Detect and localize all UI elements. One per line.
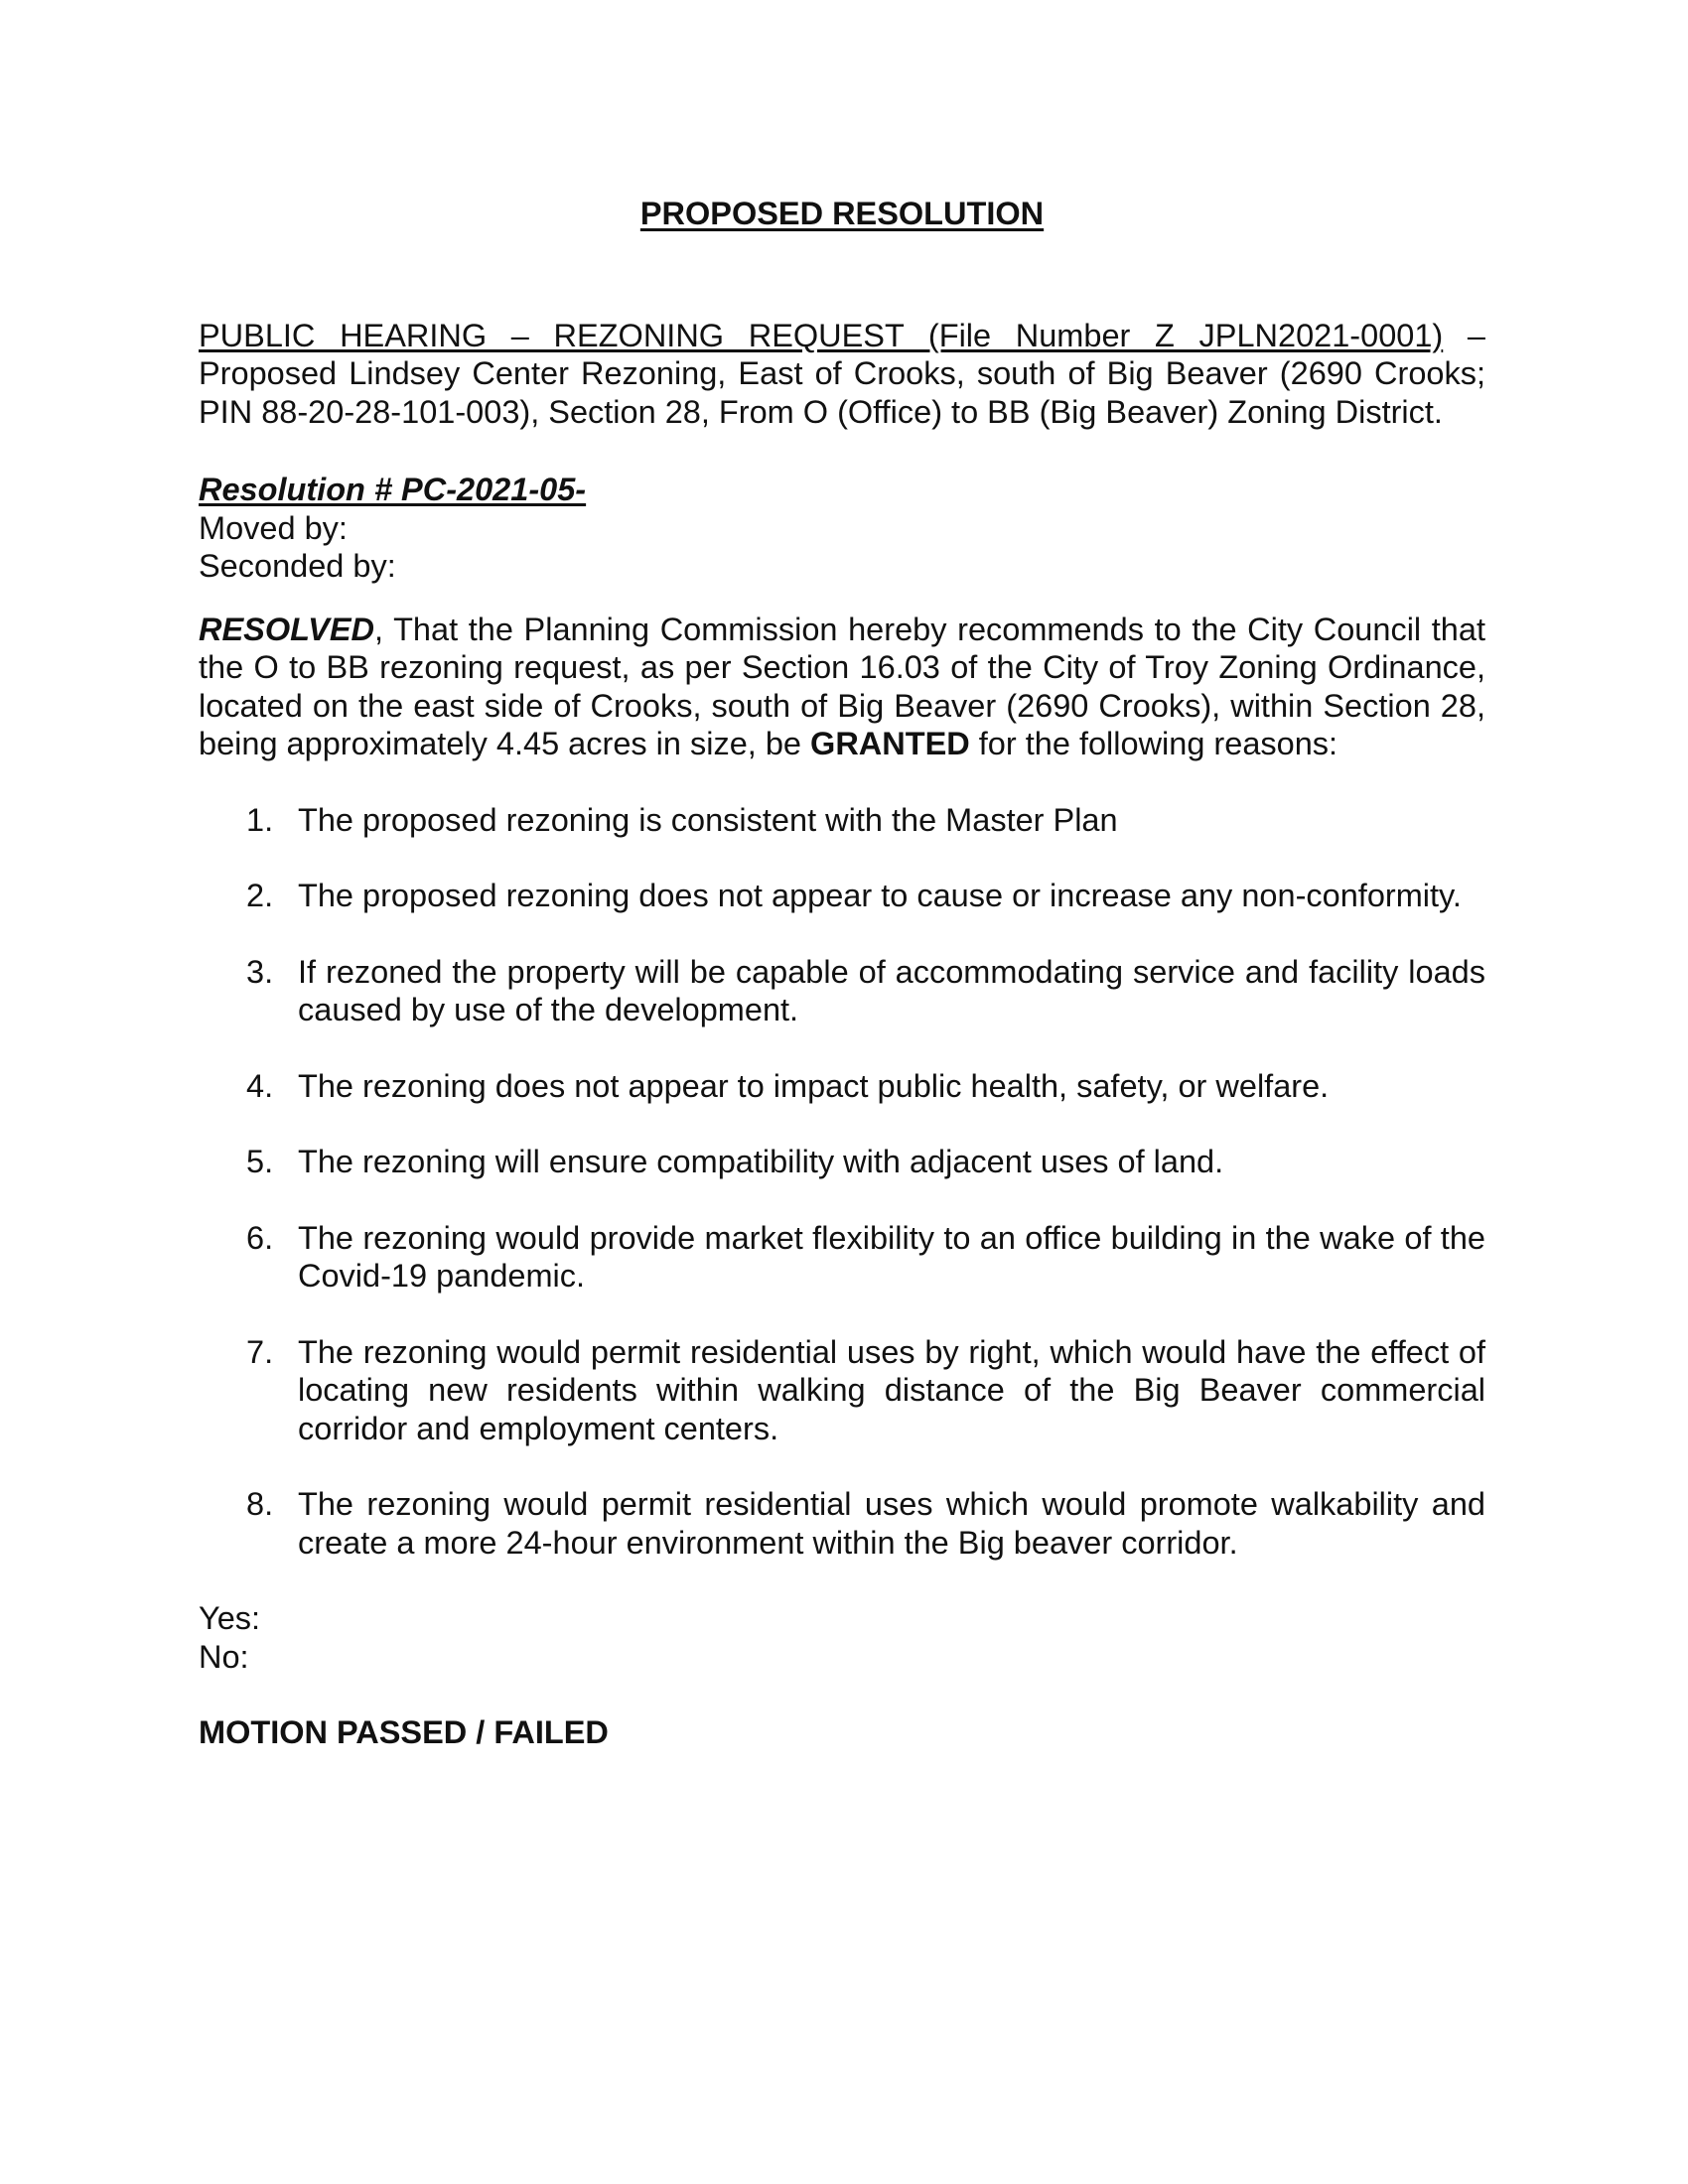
reason-number: 1. bbox=[246, 801, 274, 838]
reason-text: The proposed rezoning is consistent with the Master Plan bbox=[298, 801, 1118, 838]
list-item bbox=[199, 1219, 1485, 1296]
reason-number: 6. bbox=[246, 1219, 274, 1256]
resolved-text-after: for the following reasons: bbox=[969, 726, 1338, 761]
document-title: PROPOSED RESOLUTION bbox=[639, 196, 1045, 231]
reason-text: The rezoning would permit residential uses by right, which would have the effect of locating new residents within walking distance of the Big Beaver commercial corridor and employment centers. bbox=[298, 1333, 1485, 1446]
seconded-by-label: Seconded by: bbox=[199, 548, 396, 584]
reason-text: The proposed rezoning does not appear to cause or increase any non-conformity. bbox=[298, 878, 1462, 913]
resolved-lead: RESOLVED bbox=[199, 611, 374, 647]
reason-number: 5. bbox=[246, 1144, 274, 1179]
resolved-paragraph bbox=[199, 611, 1485, 763]
votes-block bbox=[199, 1599, 1485, 1676]
no-label: No: bbox=[199, 1638, 249, 1675]
hearing-dash: – bbox=[1443, 317, 1486, 353]
list-item bbox=[199, 953, 1485, 1029]
reason-text: The rezoning does not appear to impact public health, safety, or welfare. bbox=[298, 1067, 1330, 1104]
list-item bbox=[199, 877, 1485, 915]
reason-number: 3. bbox=[246, 953, 274, 990]
hearing-description: Proposed Lindsey Center Rezoning, East of Crooks, south of Big Beaver (2690 Crooks; PIN 88-20-28-101-003), Section 28, From O (Office) to BB (Big Beaver) Zoning District. bbox=[199, 355, 1485, 430]
resolved-text-before: , That the Planning Commission hereby recommends to the City Council that the O to BB rezoning request, as per Section 16.03 of the City of Troy Zoning Ordinance, located on the east side of Crooks, south of Big Beaver (2690 Crooks), within Section 28, being approximately 4.45 acres in size, be bbox=[199, 611, 1485, 761]
reason-text: The rezoning will ensure compatibility with adjacent uses of land. bbox=[298, 1144, 1224, 1179]
list-item bbox=[199, 801, 1485, 840]
hearing-heading bbox=[199, 317, 1485, 432]
reason-number: 4. bbox=[246, 1067, 274, 1104]
reason-number: 2. bbox=[246, 878, 274, 913]
resolution-page bbox=[199, 195, 1485, 1752]
hearing-label: PUBLIC HEARING – REZONING REQUEST (File Number Z JPLN2021-0001) bbox=[199, 317, 1444, 353]
granted-word: GRANTED bbox=[810, 726, 970, 761]
list-item bbox=[199, 1067, 1485, 1106]
yes-label: Yes: bbox=[199, 1600, 261, 1636]
reason-text: If rezoned the property will be capable of accommodating service and facility loads caused by use of the development. bbox=[298, 953, 1485, 1027]
reason-text: The rezoning would permit residential uses which would promote walkability and create a more 24-hour environment within the Big beaver corridor. bbox=[298, 1486, 1485, 1561]
resolution-number: Resolution # PC-2021-05- bbox=[199, 472, 587, 507]
reason-text: The rezoning would provide market flexibility to an office building in the wake of the Covid-19 pandemic. bbox=[298, 1219, 1485, 1294]
reasons-list bbox=[199, 801, 1485, 1563]
list-item bbox=[199, 1485, 1485, 1562]
reason-number: 7. bbox=[246, 1333, 274, 1370]
reason-number: 8. bbox=[246, 1486, 274, 1522]
resolution-header bbox=[199, 471, 1485, 586]
motion-result: MOTION PASSED / FAILED bbox=[199, 1714, 609, 1750]
list-item bbox=[199, 1333, 1485, 1448]
list-item bbox=[199, 1143, 1485, 1181]
moved-by-label: Moved by: bbox=[199, 509, 348, 546]
